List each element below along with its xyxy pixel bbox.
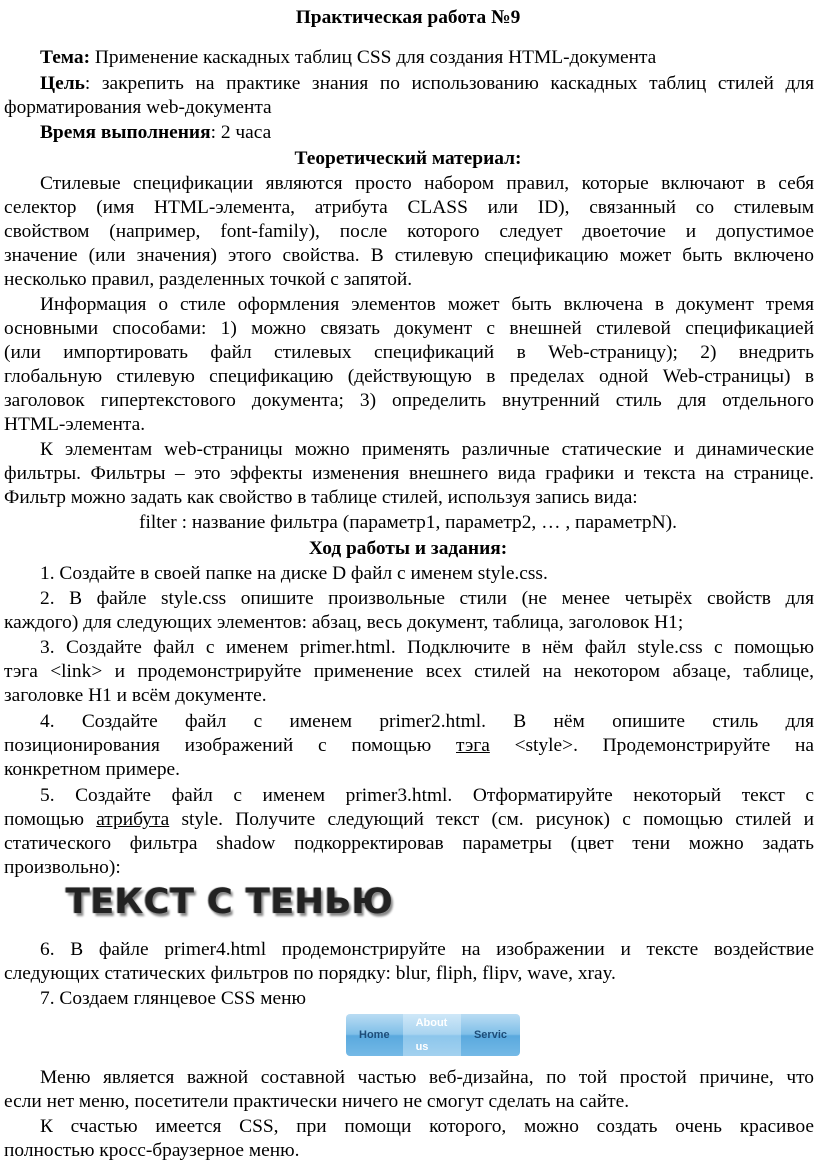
tasks-heading: Ход работы и задания: xyxy=(308,538,508,559)
task-2-line-1: 2. В файле style.css опишите произвольные стили (не менее четырёх свойств для xyxy=(40,588,814,609)
theme-line xyxy=(4,46,814,70)
task-5-line-4: произвольно): xyxy=(4,857,121,878)
task-4-line-1: 4. Создайте файл с именем primer2.html. В нём опишите стиль для xyxy=(40,711,814,732)
task-6-line-2: следующих статических фильтров по порядку: blur, fliph, flipv, wave, xray. xyxy=(4,963,616,984)
paragraph-line: (или импортировать файл стилевых спецификаций в Web-страницу); 2) внедрить xyxy=(4,342,814,363)
task-4-line-2 xyxy=(4,734,814,758)
task-4-text-2: <style>. Продемонстрируйте на xyxy=(489,735,814,756)
paragraph-line: Информация о стиле оформления элементов может быть включена в документ тремя xyxy=(40,294,814,315)
filter-syntax: filter : название фильтра (параметр1, параметр2, … , параметрN). xyxy=(139,512,677,533)
theme-text: Применение каскадных таблиц CSS для создания HTML-документа xyxy=(90,47,657,68)
paragraph-line: К счастью имеется CSS, при помощи которого, можно создать очень красивое xyxy=(40,1116,814,1137)
menu-item-about: About us xyxy=(403,1014,461,1056)
theory-heading: Теоретический материал: xyxy=(294,148,522,169)
task-7: 7. Создаем глянцевое CSS меню xyxy=(40,988,306,1009)
time-line xyxy=(4,121,814,145)
task-4-line-3: конкретном примере. xyxy=(4,759,181,780)
task-1: 1. Создайте в своей папке на диске D файл с именем style.css. xyxy=(40,563,548,584)
time-label: Время выполнения xyxy=(40,122,211,143)
paragraph-line: Меню является важной составной частью веб-дизайна, по той простой причине, что xyxy=(40,1067,814,1088)
task-4-text: позиционирования изображений с помощью xyxy=(4,735,456,756)
task-5-text-2: style. Получите следующий текст (см. рисунок) с помощью стилей и xyxy=(169,809,814,830)
paragraph-line: К элементам web-страницы можно применять различные статические и динамические xyxy=(40,439,814,460)
paragraph-line: полностью кросс-браузерное меню. xyxy=(4,1140,300,1161)
time-text: : 2 часа xyxy=(210,122,272,143)
task-3-line-1: 3. Создайте файл с именем primer.html. Подключите в нём файл style.css с помощью xyxy=(40,637,814,658)
page-title: Практическая работа №9 xyxy=(295,7,521,28)
paragraph-line: фильтры. Фильтры – это эффекты изменения внешнего вида графики и текста на странице. xyxy=(4,463,814,484)
paragraph-line: селектор (имя HTML-элемента, атрибута CLASS или ID), связанный со стилевым xyxy=(4,197,814,218)
goal-line xyxy=(4,72,814,96)
task-5-line-3: статического фильтра shadow подкорректировав параметры (цвет тени можно задать xyxy=(4,833,814,854)
task-5-text: помощью xyxy=(4,809,97,830)
goal-line-2: форматирования web-документа xyxy=(4,97,272,118)
paragraph-line: если нет меню, посетители практически ничего не смогут сделать на сайте. xyxy=(4,1091,630,1112)
task-4-underlined: тэга xyxy=(456,735,490,756)
menu-item-home: Home xyxy=(359,1029,390,1041)
paragraph-line: несколько правил, разделенных точкой с запятой. xyxy=(4,269,413,290)
paragraph-line: Фильтр можно задать как свойство в таблице стилей, используя запись вида: xyxy=(4,487,638,508)
goal-label: Цель xyxy=(40,73,85,94)
paragraph-line: глобальную стилевую спецификацию (действующую в пределах одной Web-страницы) в xyxy=(4,366,814,387)
paragraph-line: основными способами: 1) можно связать документ с внешней стилевой спецификацией xyxy=(4,318,814,339)
task-3-line-3: заголовке H1 и всём документе. xyxy=(4,685,267,706)
goal-text: : закрепить на практике знания по использованию каскадных таблиц стилей для xyxy=(84,73,814,94)
paragraph-line: HTML-элемента. xyxy=(4,414,146,435)
paragraph-line: свойством (например, font-family), после которого следует двоеточие и допустимое xyxy=(4,221,814,242)
theme-label: Тема: xyxy=(40,47,91,68)
task-5-line-2 xyxy=(4,808,814,832)
task-3-line-2: тэга <link> и продемонстрируйте применение всех стилей на некотором абзаце, таблице, xyxy=(4,661,814,682)
paragraph-line: значение (или значения) этого свойства. В стилевую спецификацию может быть включено xyxy=(4,245,814,266)
shadow-text-sample: ТЕКСТ С ТЕНЬЮ xyxy=(66,882,394,922)
task-6-line-1: 6. В файле primer4.html продемонстрируйте на изображении и тексте воздействие xyxy=(40,939,814,960)
paragraph-line: Стилевые спецификации являются просто набором правил, которые включают в себя xyxy=(40,173,814,194)
glossy-menu-image xyxy=(346,1014,520,1056)
task-5-underlined: атрибута xyxy=(96,809,170,830)
task-2-line-2: каждого) для следующих элементов: абзац, весь документ, таблица, заголовок H1; xyxy=(4,612,684,633)
paragraph-line: заголовок гипертекстового документа; 3) определить внутренний стиль для отдельного xyxy=(4,390,814,411)
task-5-line-1: 5. Создайте файл с именем primer3.html. Отформатируйте некоторый текст с xyxy=(40,785,814,806)
menu-item-services: Servic xyxy=(473,1029,507,1041)
